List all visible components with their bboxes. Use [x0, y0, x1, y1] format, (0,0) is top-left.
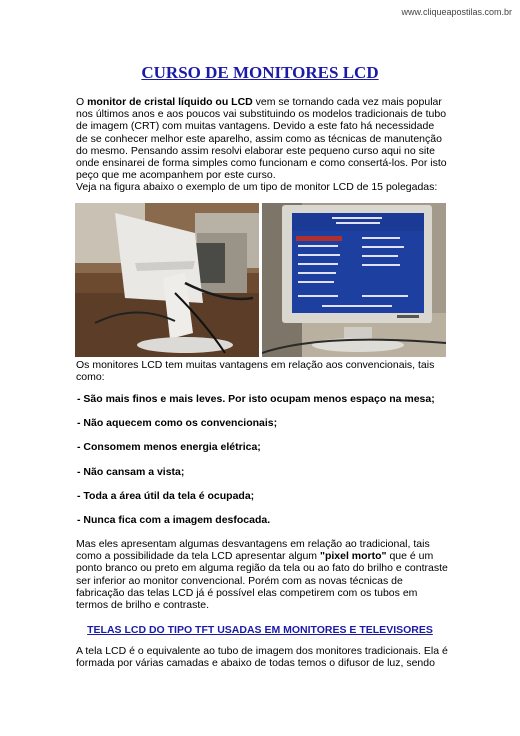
monitor-front-photo: [262, 203, 446, 357]
monitor-photos: [75, 203, 446, 357]
disadvantages-rest: que é um ponto branco ou preto em alguma região da tela ou ao fato do brilho e contraste ser inferior ao monitor convencional. Porém com as novas técnicas de fabricação das telas LCD já é possível elas competirem com os tubos em termos de brilho e contraste.: [76, 550, 448, 612]
disadvantages-paragraph: [76, 538, 448, 611]
list-item: - Não aquecem como os convencionais;: [77, 417, 278, 430]
section-title: TELAS LCD DO TIPO TFT USADAS EM MONITORES E TELEVISORES: [87, 624, 433, 636]
disadvantages-pre: Mas eles apresentam algumas desvantagens em relação ao tradicional, tais como a possibilidade da tela LCD apresentar algum: [76, 538, 430, 563]
tft-paragraph: A tela LCD é o equivalente ao tubo de imagem dos monitores tradicionais. Ela é formada por várias camadas e abaixo de todas temos o difusor de luz, sendo: [76, 645, 448, 670]
list-item: - Não cansam a vista;: [77, 465, 185, 478]
advantages-list: [77, 393, 457, 538]
page-title: CURSO DE MONITORES LCD: [141, 63, 379, 82]
intro-figure-line: Veja na figura abaixo o exemplo de um tipo de monitor LCD de 15 polegadas:: [76, 181, 438, 194]
list-item: - Consomem menos energia elétrica;: [77, 441, 261, 454]
dead-pixel-term: "pixel morto": [319, 550, 387, 563]
advantages-intro: Os monitores LCD tem muitas vantagens em relação aos convencionais, tais como:: [76, 359, 435, 384]
site-url[interactable]: www.cliqueapostilas.com.br: [401, 7, 512, 17]
intro-paragraph: [76, 96, 448, 194]
list-item: - Toda a área útil da tela é ocupada;: [77, 489, 255, 502]
monitor-back-photo: [75, 203, 259, 357]
intro-rest: vem se tornando cada vez mais popular nos últimos anos e aos poucos vai substituindo os modelos tradicionais de tubo de imagem (CRT) com muitas vantagens. Devido a este fato há necessidade de se conhecer melhor este aparelho, assim como as técnicas de manutenção do mesmo. Pensando assim resolvi elaborar este pequeno curso aqui no site onde ensinarei de forma simples como funcionam e como consertá-los. Por isto peço que me acompanhem por este curso.: [76, 96, 447, 182]
list-item: - São mais finos e mais leves. Por isto ocupam menos espaço na mesa;: [77, 393, 435, 405]
list-item: - Nunca fica com a imagem desfocada.: [77, 513, 271, 526]
intro-pre: O: [76, 96, 88, 108]
intro-bold: monitor de cristal líquido ou LCD: [87, 96, 253, 108]
